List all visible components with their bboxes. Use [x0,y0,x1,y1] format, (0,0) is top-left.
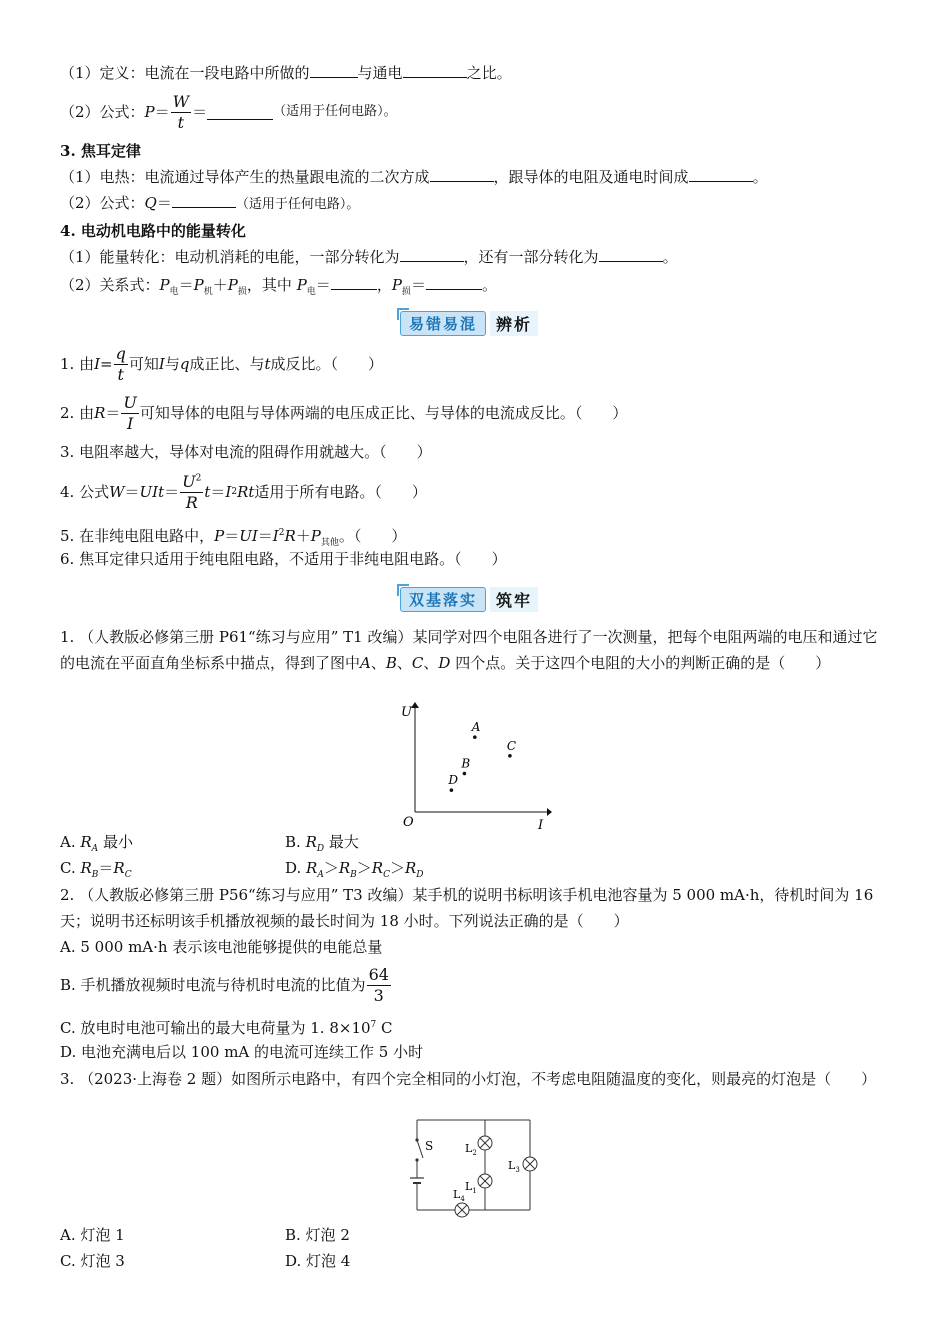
section-title: 4. 电动机电路中的能量转化 [60,222,246,240]
question-2-option-c[interactable]: C. 放电时电池可输出的最大电荷量为 1. $8\times 10^7$ C [60,1019,393,1037]
blank [689,166,753,182]
blank [400,246,464,262]
x-axis-label: I [538,818,544,832]
point-label-C: C [506,738,517,753]
point-B [463,772,467,776]
question-1-option-c[interactable]: C. $R_B=R_C$ [60,859,132,880]
blank [310,62,358,78]
motor-energy: （1）能量转化：电动机消耗的电能，一部分转化为 ，还有一部分转化为 。 [60,248,678,266]
blank [207,104,273,120]
section-title: 3. 焦耳定律 [60,142,141,160]
blank [403,62,467,78]
fraction-u-over-i: $\frac{U}{I}$ [123,392,137,433]
blank [172,192,236,208]
joule-formula: （2）公式：Q＝ （适用于任何电路）。 [60,194,360,212]
fraction-w-over-t: $\frac{W}{t}$ [172,91,190,132]
lamp-2-icon [478,1136,492,1150]
judge-item-2: 2. 由 R ＝ $\frac{U}{I}$ 可知导体的电阻与导体两端的电压成正比、与导体的电流成反比。（ ） [60,392,628,433]
blank [599,246,663,262]
question-3-option-b[interactable]: B. 灯泡 2 [285,1226,350,1244]
question-2-option-b[interactable]: B. 手机播放视频时电流与待机时电流的比值为 $\frac{64}{3}$ [60,964,389,1005]
blank [426,274,482,290]
motor-relation: （2）关系式：$P_电=P_机+P_损$，其中 $P_电=$ ，$P_损=$ 。 [60,276,497,297]
switch-blade [417,1140,423,1158]
lamp-2-label: $L_2$ [465,1142,477,1157]
question-2-stem: 2. （人教版必修第三册 P56“练习与应用” T3 改编）某手机的说明书标明该手机电池容量为 5 000 mA·h，待机时间为 16 天；说明书还标明该手机播放视频的最长时间为 18 小时。下列说法正确的是（ ） [60,886,874,930]
origin-label: O [403,815,414,830]
lamp-1-icon [478,1174,492,1188]
question-3-option-c[interactable]: C. 灯泡 3 [60,1252,125,1270]
point-label-B: B [461,756,471,771]
question-1-option-d[interactable]: D. $R_A>R_B>R_C>R_D$ [285,859,424,880]
point-label-A: A [471,720,481,735]
fraction-u2-over-r: $\frac{U^2}{R}$ [182,471,202,512]
y-axis-label: U [401,705,412,720]
data-points [447,720,516,792]
circuit-diagram [405,1118,555,1222]
question-3-stem: 3. （2023·上海卷 2 题）如图所示电路中，有四个完全相同的小灯泡，不考虑电阻随温度的变化，则最亮的灯泡是（ ） [60,1070,877,1088]
joule-heat: （1）电热：电流通过导体产生的热量跟电流的二次方成 ，跟导体的电阻及通电时间成 。 [60,168,768,186]
question-1-option-a[interactable]: A. $R_A$ 最小 [60,833,133,854]
fraction-q-over-t: $\frac{q}{t}$ [115,343,126,384]
judge-item-5: 5. 在非纯电阻电路中，$P=UI=I^2R+P_{其他}$。（ ） [60,527,407,548]
judge-item-6: 6. 焦耳定律只适用于纯电阻电路，不适用于非纯电阻电路。（ ） [60,550,507,568]
x-axis-arrow [547,808,552,816]
question-2-option-a[interactable]: A. 5 000 mA·h 表示该电池能够提供的电能总量 [60,938,383,956]
question-3-option-d[interactable]: D. 灯泡 4 [285,1252,351,1270]
lamp-4-icon [455,1203,469,1217]
judge-item-4: 4. 公式 W ＝ UIt ＝ $\frac{U^2}{R}$ t ＝ I 2 Rt 适用于所有电路。（ ） [60,471,427,512]
banner-mistakes: 易错易混 辨析 [400,310,538,336]
banner-basics: 双基落实 筑牢 [400,586,538,612]
judge-item-1: 1. 由 I = $\frac{q}{t}$ 可知 I 与 q 成正比、与 t 成反比。（ ） [60,343,383,384]
lamp-3-icon [523,1157,537,1171]
y-axis-arrow [411,702,419,708]
point-C [508,754,512,758]
question-2-option-d[interactable]: D. 电池充满电后以 100 mA 的电流可连续工作 5 小时 [60,1043,424,1061]
lamp-3-label: $L_3$ [508,1159,520,1174]
question-1-stem: 1. （人教版必修第三册 P61“练习与应用” T1 改编）某同学对四个电阻各进行了一次测量，把每个电阻两端的电压和通过它的电流在平面直角坐标系中描点，得到了图中A、B、C、D 四个点。关于这四个电阻的大小的判断正确的是（ ） [60,628,878,672]
switch-label: S [425,1139,434,1153]
power-formula: （2）公式： P ＝ $\frac{W}{t}$ ＝ （适用于任何电路）。 [60,91,397,132]
fraction-64-over-3: $\frac{64}{3}$ [368,964,389,1005]
power-definition: （1）定义：电流在一段电路中所做的 与通电 之比。 [60,64,512,82]
point-A [473,735,477,739]
judge-item-3: 3. 电阻率越大，导体对电流的阻碍作用就越大。（ ） [60,443,432,461]
lamp-1-label: $L_1$ [465,1180,477,1195]
point-label-D: D [448,773,459,788]
question-3-option-a[interactable]: A. 灯泡 1 [60,1226,125,1244]
blank [331,274,377,290]
point-D [450,788,454,792]
u-i-scatter-graph [395,700,555,832]
lamp-4-label: $L_4$ [453,1188,465,1203]
question-1-option-b[interactable]: B. $R_D$ 最大 [285,833,359,854]
blank [430,166,494,182]
